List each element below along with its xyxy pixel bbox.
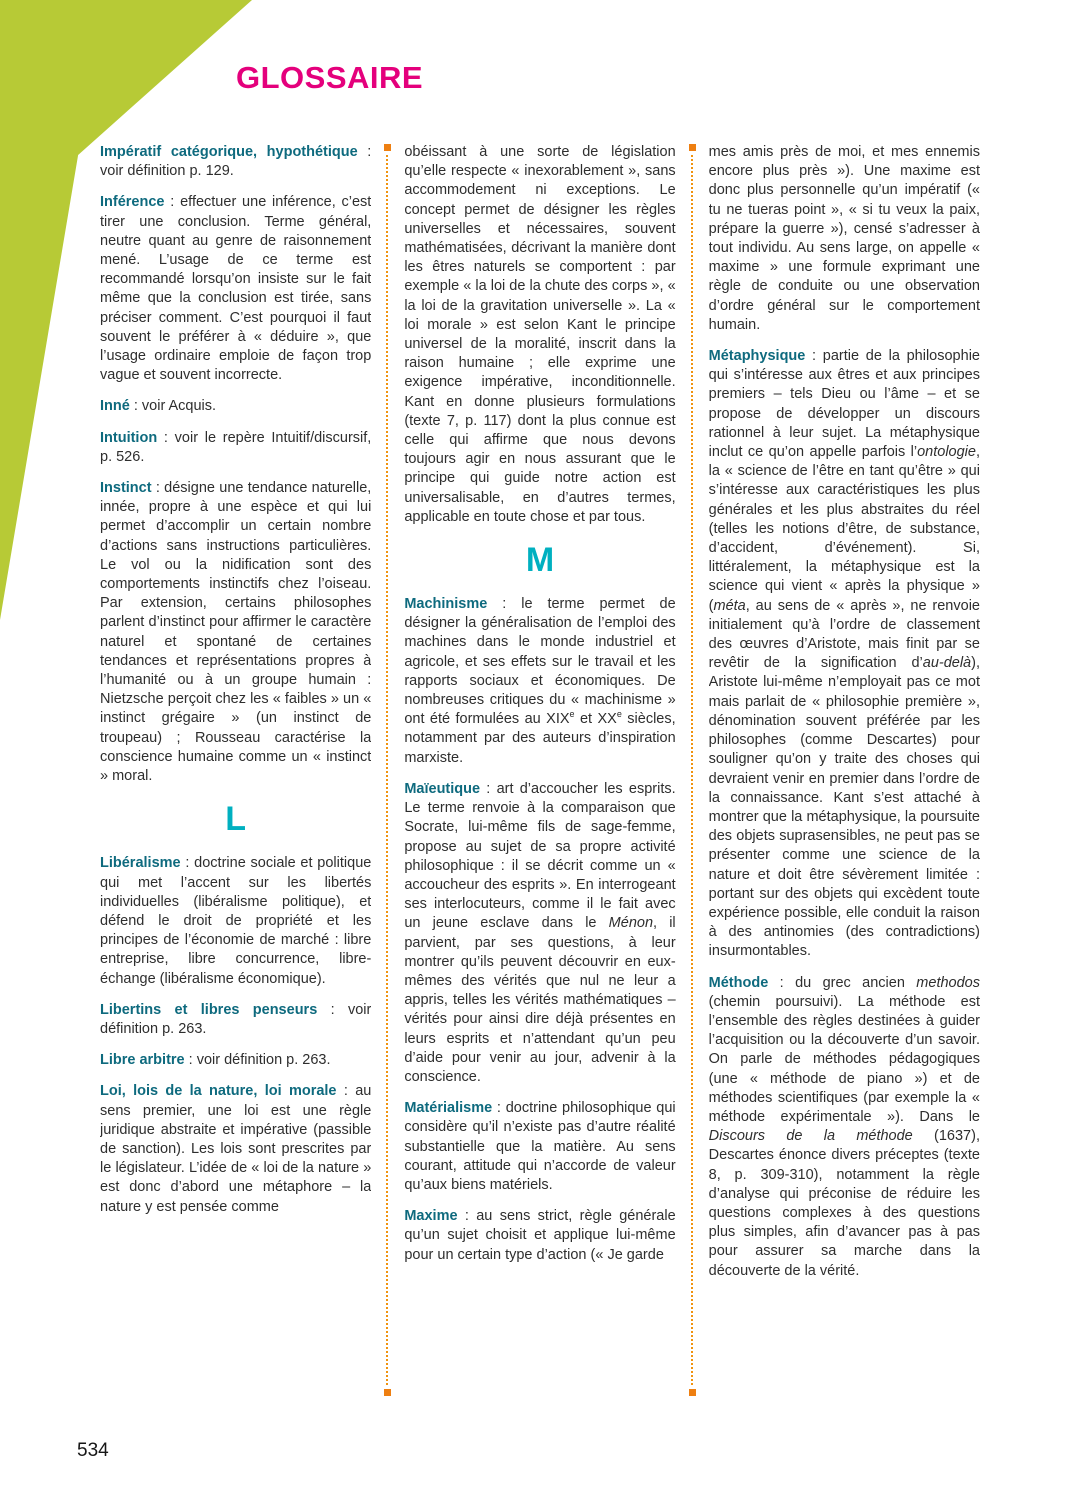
column-separator xyxy=(689,143,696,1397)
glossary-entry-continuation: mes amis près de moi, et mes ennemis encore plus près »). Une maxime est donc plus personnelle qu’un impératif (« tu ne tueras point », « si tu veux la paix, prépare la guerre »), censé s’adresser à tout individu. Au sens large, on appelle « maxime » une formule exprimant une règle de conduite ou une observation d’ordre général sur le comportement humain. xyxy=(708,144,980,333)
glossary-term: Impératif catégorique, hypothétique xyxy=(100,144,358,160)
glossary-term: Maïeutique xyxy=(404,780,481,797)
glossary-entry: Inné : voir Acquis. xyxy=(100,398,217,415)
glossary-term: Loi, lois de la nature, loi morale xyxy=(100,1083,337,1100)
glossary-entry: Intuition : voir le repère Intuitif/discursif, p. 526. xyxy=(100,429,372,465)
separator-square-top xyxy=(384,144,391,151)
glossary-entry: Métaphysique : partie de la philosophie qui s’intéresse aux êtres et aux principes premiers – tels Dieu ou l’âme – et se propose de développer un discours rationnel à leur sujet. La métaphysique inclut ce qu’on appelle parfois l’ontologie, la « science de l’être en tant qu’être » qui s’intéresse aux caractéristiques les plus générales et les plus abstraites du réel (telles les notions d’être, de substance, d’accident, d’événement). Si, littéralement, la métaphysique est la science qui vient « après la physique » (méta, au sens de « après », ne renvoie initialement qu’à l’ordre de classement des œuvres d’Aristote, mais finit par se revêtir de la signification d’au-delà), Aristote lui-même n’employait pas ce mot mais parlait de « philosophie première », dénomination souvent préférée par les philosophes (comme Descartes) pour souligner qu’on y traite des choses qui devraient venir en premier dans l’ordre de la connaissance. Kant s’est attaché à montrer que la métaphysique, la poursuite des objets suprasensibles, ne peut pas se présenter comme une science de la nature et doit être sévèrement limitée : portant sur des objets qui excèdent toute expérience possible, elle conduit la raison à des antinomies (des contradictions) insurmontables. xyxy=(708,348,980,960)
glossary-entry: Impératif catégorique, hypothétique : voir définition p. 129. xyxy=(100,144,372,180)
glossary-entry: Matérialisme : doctrine philosophique qui considère qu’il n’existe pas d’autre réalité substantielle que la matière. Au sens courant, attitude qui n’accorde de valeur qu’aux biens matériels. xyxy=(404,1100,676,1193)
glossary-term: Métaphysique xyxy=(708,348,806,365)
glossary-term: Matérialisme xyxy=(404,1100,493,1117)
glossary-entry: Libéralisme : doctrine sociale et politique qui met l’accent sur les libertés individuelles (libéralisme politique), et défend le droit de propriété et les principes de l’économie de marché : libre entreprise, libre concurrence, libre-échange (libéralisme économique). xyxy=(100,855,372,987)
glossary-term: Libertins et libres penseurs xyxy=(100,1001,318,1018)
glossary-term: Méthode xyxy=(708,974,769,991)
glossary-term: Libéralisme xyxy=(100,855,181,872)
glossary-term: Inné xyxy=(100,398,130,415)
glossary-entry: Inférence : effectuer une inférence, c’est tirer une conclusion. Terme général, neutre quant au genre de raisonnement mené. L’usage de ce terme est recommandé lorsqu’on insiste sur le fait même que la conclusion est tirée, sans préciser comment. C’est pourquoi il faut souvent le préférer à « déduire », que l’usage ordinaire emploie de façon trop vague et souvent incorrecte. xyxy=(100,194,372,384)
glossary-entry: Maïeutique : art d’accoucher les esprits. Le terme renvoie à la comparaison que Socrate, lui-même fils de sage-femme, propose au sujet de sa propre activité philosophique : il se décrit comme un « accoucheur des esprits ». En interrogeant ses interlocuteurs, comme il le fait avec un jeune esclave dans le Ménon, il parvient, par ses questions, à leur montrer qu’ils peuvent découvrir en eux-mêmes des vérités que nul ne leur a appris, telles les vérités mathématiques – vérités pour ainsi dire déjà présentes en leurs esprits et n’attendant qu’un peu d’aide pour venir au jour, advenir à la conscience. xyxy=(404,780,676,1085)
glossary-term: Inférence xyxy=(100,194,165,211)
section-letter: L xyxy=(225,800,247,839)
glossary-term: Maxime xyxy=(404,1208,458,1225)
separator-square-top xyxy=(689,144,696,151)
separator-dotted-line xyxy=(386,155,388,1385)
glossary-entry: Machinisme : le terme permet de désigner la généralisation de l’emploi des machines dans le monde industriel et agricole, et ses effets sur le travail et les rapports sociaux et économiques. De nombreuses critiques du « machinisme » ont été formulées au XIXe et XXe siècles, notamment par des auteurs d’inspiration marxiste. xyxy=(404,596,676,766)
section-letter: M xyxy=(525,541,555,580)
glossary-entry-continuation: obéissant à une sorte de législation qu’elle respecte « inexorablement », sans accommodement ni exceptions. Le concept permet de désigner les règles universelles et nécessaires, souvent mathématisées, décrivant la manière dont les êtres naturels se comportent : par exemple « la loi de la chute des corps », « la loi de la gravitation universelle ». La « loi morale » est selon Kant le principe universel de la moralité, inscrit dans la raison humaine ; elle exprime une exigence impérative, inconditionnelle. Kant en donne plusieurs formulations (texte 7, p. 117) dont la plus connue est celle qui affirme que nous devons toujours agir en nous assurant que le principe qui guide notre action est universalisable, en d’autres termes, applicable en toute chose et par tous. xyxy=(404,144,676,525)
glossary-entry: Libertins et libres penseurs : voir définition p. 263. xyxy=(100,1001,372,1037)
glossary-entry: Libre arbitre : voir définition p. 263. xyxy=(100,1052,331,1069)
glossary-column-3 xyxy=(709,143,980,1397)
separator-square-bottom xyxy=(689,1389,696,1396)
glossary-column-1 xyxy=(100,143,371,1397)
glossary-term: Machinisme xyxy=(404,596,488,613)
glossary-term: Intuition xyxy=(100,429,158,446)
separator-square-bottom xyxy=(384,1389,391,1396)
glossary-columns xyxy=(100,143,980,1397)
glossary-term: Libre arbitre xyxy=(100,1052,185,1069)
glossary-entry: Instinct : désigne une tendance naturelle, innée, propre à une espèce et qui lui permet d’accomplir un certain nombre d’actions sans instructions particulières. Le vol ou la nidification sont des comportements instinctifs chez l’oiseau. Par extension, certains philosophes parlent d’instinct pour affirmer le caractère naturel et spontané de certaines tendances et représentations propres à l’humanité ou à un groupe humain : Nietzsche perçoit chez les « faibles » un « instinct grégaire » (un instinct de troupeau) ; Rousseau caractérise la conscience humaine comme un « instinct » moral. xyxy=(100,480,372,785)
glossary-entry: Loi, lois de la nature, loi morale : au sens premier, une loi est une règle juridique abstraite et impérative (passible de sanction). Les lois sont prescrites par le législateur. L’idée de « loi de la nature » est donc d’abord une métaphore – la nature y est pensée comme xyxy=(100,1083,372,1215)
page-number: 534 xyxy=(77,1440,109,1461)
glossary-term: Instinct xyxy=(100,480,152,497)
column-separator xyxy=(384,143,391,1397)
separator-dotted-line xyxy=(691,155,693,1385)
page-title: GLOSSAIRE xyxy=(236,60,424,95)
glossary-entry: Maxime : au sens strict, règle générale qu’un sujet choisit et applique lui-même pour un certain type d’action (« Je garde xyxy=(404,1208,676,1263)
glossary-column-2 xyxy=(404,143,675,1397)
glossary-entry: Méthode : du grec ancien methodos (chemin poursuivi). La méthode est l’ensemble des règles destinées à guider l’acquisition ou la découverte d’un savoir. On parle de méthodes pédagogiques (une « méthode de piano ») et de méthodes scientifiques (par exemple la « méthode expérimentale »). Dans le Discours de la méthode (1637), Descartes énonce divers préceptes (texte 8, p. 309-310), notamment la règle d’analyse qui préconise de réduire les questions complexes à des questions plus simples, afin d’avancer pas à pas pour assurer sa marche dans la découverte de la vérité. xyxy=(708,974,980,1279)
